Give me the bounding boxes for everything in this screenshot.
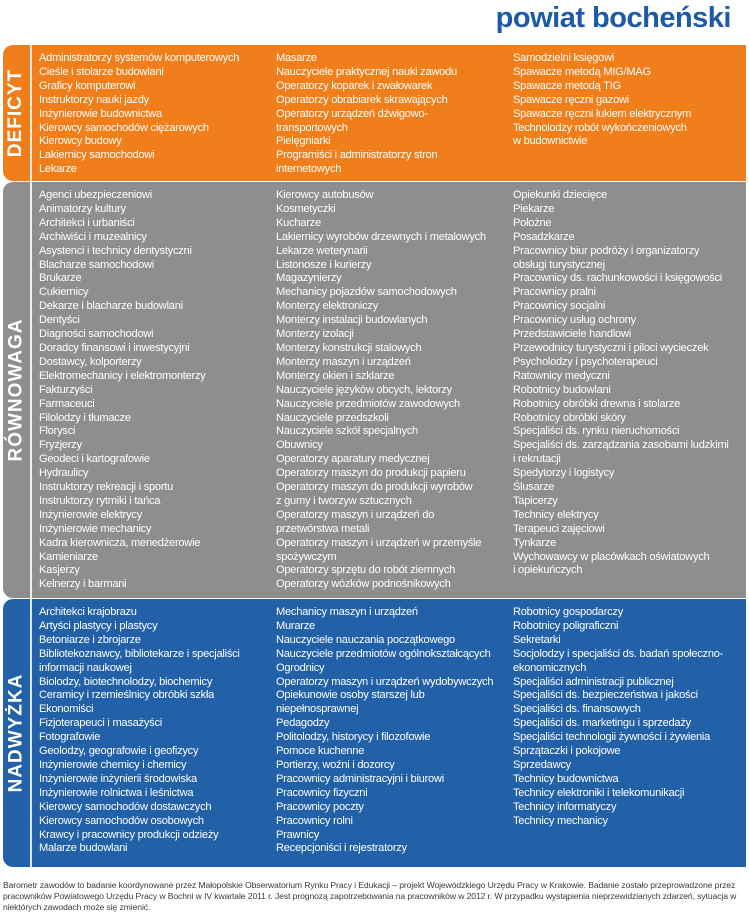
occupation-item: Mechanicy pojazdów samochodowych	[276, 286, 457, 299]
occupation-item: Pracownicy biur podróży i organizatorzy	[513, 244, 700, 257]
occupation-item: Inżynierowie mechanicy	[39, 522, 152, 535]
nadwyzka-column-2	[276, 606, 513, 856]
occupation-item: Architekci i urbaniści	[39, 216, 135, 229]
occupation-item: Lekarze	[39, 163, 77, 176]
occupation-item: Ekonomiści	[39, 703, 94, 716]
occupation-item: Cukiernicy	[39, 286, 89, 299]
occupation-item: niepełnosprawnej	[276, 703, 359, 716]
deficyt-column-1	[39, 52, 276, 177]
section-label-deficyt: DEFICYT	[5, 68, 27, 158]
occupation-item: Lakiernicy wyrobów drzewnych i metalowych	[276, 230, 486, 243]
occupation-item: Tynkarze	[513, 536, 557, 549]
occupation-item: Opiekunowie osoby starszej lub	[276, 689, 425, 702]
occupation-item: Spawacze metodą TIG	[513, 79, 621, 92]
occupation-item: Wychowawcy w placówkach oświatowych	[513, 550, 710, 563]
occupation-item: Kierowcy autobusów	[276, 189, 374, 201]
occupation-item: Nauczyciele przedszkoli	[276, 411, 389, 424]
occupation-item: Kierowcy samochodów osobowych	[39, 814, 204, 827]
occupation-item: Biolodzy, biotechnolodzy, biochemicy	[39, 675, 213, 688]
occupation-item: Robotnicy gospodarczy	[513, 606, 624, 618]
occupation-item: Robotnicy obróbki skóry	[513, 411, 626, 424]
occupation-item: Geodeci i kartografowie	[39, 453, 150, 466]
occupation-item: transportowych	[276, 121, 348, 134]
occupation-item: Specjaliści ds. finansowych	[513, 703, 641, 716]
occupation-item: Robotnicy budowlani	[513, 383, 611, 396]
section-tab-deficyt	[3, 45, 32, 181]
occupation-item: Fotografowie	[39, 731, 101, 744]
occupation-item: Nauczyciele przedmiotów ogólnokształcących	[276, 647, 491, 660]
occupation-item: Cieśle i stolarze budowlani	[39, 65, 164, 78]
occupation-item: Artyści plastycy i plastycy	[39, 619, 158, 632]
occupation-item: z gumy i tworzyw sztucznych	[276, 494, 412, 507]
occupation-item: Pracownicy administracyjni i biurowi	[276, 772, 444, 785]
occupation-item: Portierzy, woźni i dozorcy	[276, 758, 395, 771]
occupation-item: Technolodzy robót wykończeniowych	[513, 121, 687, 134]
occupation-item: Instruktorzy rytmiki i tańca	[39, 494, 161, 507]
occupation-item: Operatorzy wózków podnośnikowych	[276, 578, 451, 591]
occupation-item: Operatorzy maszyn i urządzeń wydobywczych	[276, 675, 494, 688]
occupation-item: Monterzy instalacji budowlanych	[276, 314, 428, 327]
occupation-item: Technicy elektroniki i telekomunikacji	[513, 786, 685, 799]
occupation-item: Mechanicy maszyn i urządzeń	[276, 606, 418, 618]
occupation-item: Spawacze ręczni łukiem elektrycznym	[513, 107, 692, 120]
occupation-item: Prawnicy	[276, 828, 320, 841]
occupation-item: Spawacze ręczni gazowi	[513, 93, 629, 106]
occupation-item: Dentyści	[39, 314, 80, 327]
nadwyzka-column-3	[513, 606, 742, 856]
occupation-item: Kelnerzy i barmani	[39, 578, 127, 591]
occupation-item: Opiekunki dziecięce	[513, 189, 607, 201]
occupation-item: Monterzy izolacji	[276, 328, 354, 341]
occupation-item: Socjolodzy i specjaliści ds. badań społeczno-	[513, 647, 724, 660]
occupation-item: Pielęgniarki	[276, 135, 331, 148]
occupation-item: Dostawcy, kolporterzy	[39, 355, 142, 368]
occupation-item: Kierowcy budowy	[39, 135, 122, 148]
occupation-item: Spawacze metodą MIG/MAG	[513, 65, 651, 78]
occupation-item: Technicy budownictwa	[513, 772, 619, 785]
occupation-item: Inżynierowie elektrycy	[39, 508, 143, 521]
occupation-item: Robotnicy poligraficzni	[513, 619, 619, 632]
section-tab-nadwyzka	[3, 599, 32, 867]
occupation-item: Fakturzyści	[39, 383, 93, 396]
occupation-item: Inżynierowie rolnictwa i leśnictwa	[39, 786, 194, 799]
occupation-item: Nauczyciele nauczania początkowego	[276, 633, 455, 646]
section-rownowaga	[3, 182, 746, 598]
occupation-item: Florysci	[39, 425, 76, 438]
occupation-item: Operatorzy obrabiarek skrawających	[276, 93, 448, 106]
occupation-item: ekonomicznych	[513, 661, 587, 674]
occupation-item: Monterzy maszyn i urządzeń	[276, 355, 411, 368]
occupation-item: Administratorzy systemów komputerowych	[39, 52, 240, 64]
occupation-item: Agenci ubezpieczeniowi	[39, 189, 152, 201]
rownowaga-column-1	[39, 189, 276, 592]
occupation-item: Monterzy elektroniczy	[276, 300, 379, 313]
occupation-item: Instruktorzy rekreacji i sportu	[39, 481, 174, 494]
page-title: powiat bocheński	[495, 2, 731, 34]
occupation-item: Spedytorzy i logistycy	[513, 467, 615, 480]
occupation-item: Doradcy finansowi i inwestycyjni	[39, 341, 190, 354]
occupation-item: Politolodzy, historycy i filozofowie	[276, 731, 431, 744]
nadwyzka-column-1	[39, 606, 276, 856]
occupation-item: Pracownicy socjalni	[513, 300, 606, 313]
occupation-item: Programiści i administratorzy stron	[276, 149, 438, 162]
occupation-item: Operatorzy sprzętu do robót ziemnych	[276, 564, 456, 577]
occupation-item: Obuwnicy	[276, 439, 323, 452]
occupation-item: informacji naukowej	[39, 661, 132, 674]
occupation-item: Malarze budowlani	[39, 842, 128, 855]
occupation-item: Kucharze	[276, 216, 321, 229]
occupation-item: Przedstawiciele handlowi	[513, 328, 631, 341]
occupation-item: przetwórstwa metali	[276, 522, 370, 535]
occupation-item: Pracownicy rolni	[276, 814, 353, 827]
occupation-item: Technicy mechanicy	[513, 814, 608, 827]
occupation-item: Sprzątaczki i pokojowe	[513, 745, 621, 758]
occupation-item: w budownictwie	[513, 135, 588, 148]
occupation-item: Robotnicy obróbki drewna i stolarze	[513, 397, 680, 410]
occupation-item: Kierowcy samochodów ciężarowych	[39, 121, 209, 134]
occupation-item: Magazynierzy	[276, 272, 342, 285]
occupation-item: Operatorzy aparatury medycznej	[276, 453, 430, 466]
occupation-item: Kamieniarze	[39, 550, 98, 563]
occupation-item: Technicy informatyczy	[513, 800, 617, 813]
rownowaga-column-3	[513, 189, 742, 592]
occupation-item: i opiekuńczych	[513, 564, 583, 577]
occupation-item: Animatorzy kultury	[39, 202, 126, 215]
occupation-item: Masarze	[276, 52, 317, 64]
occupation-item: Pedagodzy	[276, 717, 330, 730]
occupation-item: Dekarze i blacharze budowlani	[39, 300, 183, 313]
occupation-item: Specjaliści ds. bezpieczeństwa i jakości	[513, 689, 698, 702]
occupation-item: Bibliotekoznawcy, bibliotekarze i specjaliści	[39, 647, 240, 660]
occupation-item: Operatorzy maszyn do produkcji papieru	[276, 467, 466, 480]
occupation-item: Samodzielni księgowi	[513, 52, 615, 64]
occupation-item: internetowych	[276, 163, 342, 176]
section-tab-rownowaga	[3, 182, 32, 598]
occupation-item: Pracownicy ds. rachunkowości i księgowości	[513, 272, 722, 285]
occupation-item: Położne	[513, 216, 552, 229]
occupation-item: Operatorzy maszyn i urządzeń do	[276, 508, 435, 521]
occupation-item: Brukarze	[39, 272, 82, 285]
occupation-item: Kadra kierownicza, menedżerowie	[39, 536, 201, 549]
occupation-item: Kosmetyczki	[276, 202, 336, 215]
section-deficyt	[3, 45, 746, 181]
occupation-item: Pracownicy usług ochrony	[513, 314, 636, 327]
occupation-item: Geolodzy, geografowie i geofizycy	[39, 745, 199, 758]
occupation-item: Monterzy konstrukcji stalowych	[276, 341, 422, 354]
footnote: Barometr zawodów to badanie koordynowane przez Małopolskie Obserwatorium Rynku Pracy i Edukacji – projekt Wojewódzkiego Urzędu Pracy w Krakowie. Badanie zostało przeprowadzone przez pracowników Powiatowego Urzędu Pracy w Bochni w IV kwartale 2011 r. Jest prognozą zapotrzebowania na pracowników w 2012 r. W przypadku wystąpienia nieprzewidzianych zdarzeń, sytuacja w niektórych zawodach może się zmienić.	[3, 880, 737, 912]
occupation-item: Ratownicy medyczni	[513, 369, 610, 382]
occupation-item: Specjaliści ds. marketingu i sprzedaży	[513, 717, 691, 730]
occupation-item: Operatorzy urządzeń dźwigowo-	[276, 107, 428, 120]
occupation-item: Tapicerzy	[513, 494, 558, 507]
occupation-item: Pracownicy fizyczni	[276, 786, 368, 799]
occupation-item: Listonosze i kurierzy	[276, 258, 372, 271]
occupation-item: Ogrodnicy	[276, 661, 325, 674]
occupation-item: Kasjerzy	[39, 564, 80, 577]
occupation-item: Specjaliści administracji publicznej	[513, 675, 674, 688]
occupation-item: Murarze	[276, 619, 315, 632]
occupation-item: Elektromechanicy i elektromonterzy	[39, 369, 206, 382]
occupation-item: Specjaliści technologii żywności i żywienia	[513, 731, 711, 744]
occupation-item: Pomoce kuchenne	[276, 745, 365, 758]
occupation-item: Pracownicy poczty	[276, 800, 364, 813]
deficyt-column-2	[276, 52, 513, 177]
occupation-item: Ślusarze	[513, 481, 555, 494]
occupation-item: Nauczyciele szkół specjalnych	[276, 425, 418, 438]
occupation-item: Operatorzy koparek i zwałowarek	[276, 79, 433, 92]
occupation-item: Kierowcy samochodów dostawczych	[39, 800, 212, 813]
occupation-item: Ceramicy i rzemieślnicy obróbki szkła	[39, 689, 215, 702]
occupation-item: Specjaliści ds. zarządzania zasobami ludzkimi	[513, 439, 729, 452]
section-label-nadwyzka: NADWYŻKA	[5, 673, 27, 793]
occupation-item: Nauczyciele języków obcych, lektorzy	[276, 383, 452, 396]
occupation-item: obsługi turystycznej	[513, 258, 605, 271]
occupation-item: Hydraulicy	[39, 467, 89, 480]
occupation-item: Piekarze	[513, 202, 555, 215]
occupation-item: Nauczyciele praktycznej nauki zawodu	[276, 65, 457, 78]
occupation-item: Inżynierowie budownictwa	[39, 107, 162, 120]
occupation-item: Operatorzy maszyn do produkcji wyrobów	[276, 481, 473, 494]
occupation-item: Archiwiści i muzealnicy	[39, 230, 147, 243]
occupation-item: Farmaceuci	[39, 397, 95, 410]
occupation-item: Sekretarki	[513, 633, 561, 646]
occupation-item: Przewodnicy turystyczni i piloci wycieczek	[513, 341, 709, 354]
occupation-item: Asystenci i technicy dentystyczni	[39, 244, 192, 257]
occupation-item: Posadzkarze	[513, 230, 575, 243]
section-nadwyzka	[3, 599, 746, 867]
occupation-item: spożywczym	[276, 550, 337, 563]
occupation-item: Operatorzy maszyn i urządzeń w przemyśle	[276, 536, 482, 549]
occupation-item: Diagności samochodowi	[39, 328, 154, 341]
occupation-item: Inżynierowie inżynierii środowiska	[39, 772, 197, 785]
occupation-item: Lekarze weterynarii	[276, 244, 368, 257]
occupation-item: Monterzy okien i szklarze	[276, 369, 395, 382]
occupation-item: Terapeuci zajęciowi	[513, 522, 605, 535]
occupation-item: Betoniarze i zbrojarze	[39, 633, 141, 646]
occupation-item: Nauczyciele przedmiotów zawodowych	[276, 397, 460, 410]
occupation-item: Pracownicy pralni	[513, 286, 596, 299]
occupation-item: Instruktorzy nauki jazdy	[39, 93, 149, 106]
occupation-item: Inżynierowie chemicy i chemicy	[39, 758, 187, 771]
occupation-item: Fryzjerzy	[39, 439, 82, 452]
section-label-rownowaga: RÓWNOWAGA	[5, 318, 27, 462]
occupation-item: Technicy elektrycy	[513, 508, 599, 521]
occupation-item: Krawcy i pracownicy produkcji odzieży	[39, 828, 219, 841]
occupation-item: Lakiernicy samochodowi	[39, 149, 155, 162]
occupation-item: Psycholodzy i psychoterapeuci	[513, 355, 658, 368]
occupation-item: Fizjoterapeuci i masażyści	[39, 717, 162, 730]
deficyt-column-3	[513, 52, 742, 177]
occupation-item: Recepcjoniści i rejestratorzy	[276, 842, 407, 855]
occupation-item: Filolodzy i tłumacze	[39, 411, 131, 424]
occupation-item: Blacharze samochodowi	[39, 258, 154, 271]
occupation-item: Sprzedawcy	[513, 758, 571, 771]
rownowaga-column-2	[276, 189, 513, 592]
occupation-item: Architekci krajobrazu	[39, 606, 137, 618]
occupation-item: Specjaliści ds. rynku nieruchomości	[513, 425, 680, 438]
occupation-item: Graficy komputerowi	[39, 79, 136, 92]
occupation-item: i rekrutacji	[513, 453, 561, 466]
